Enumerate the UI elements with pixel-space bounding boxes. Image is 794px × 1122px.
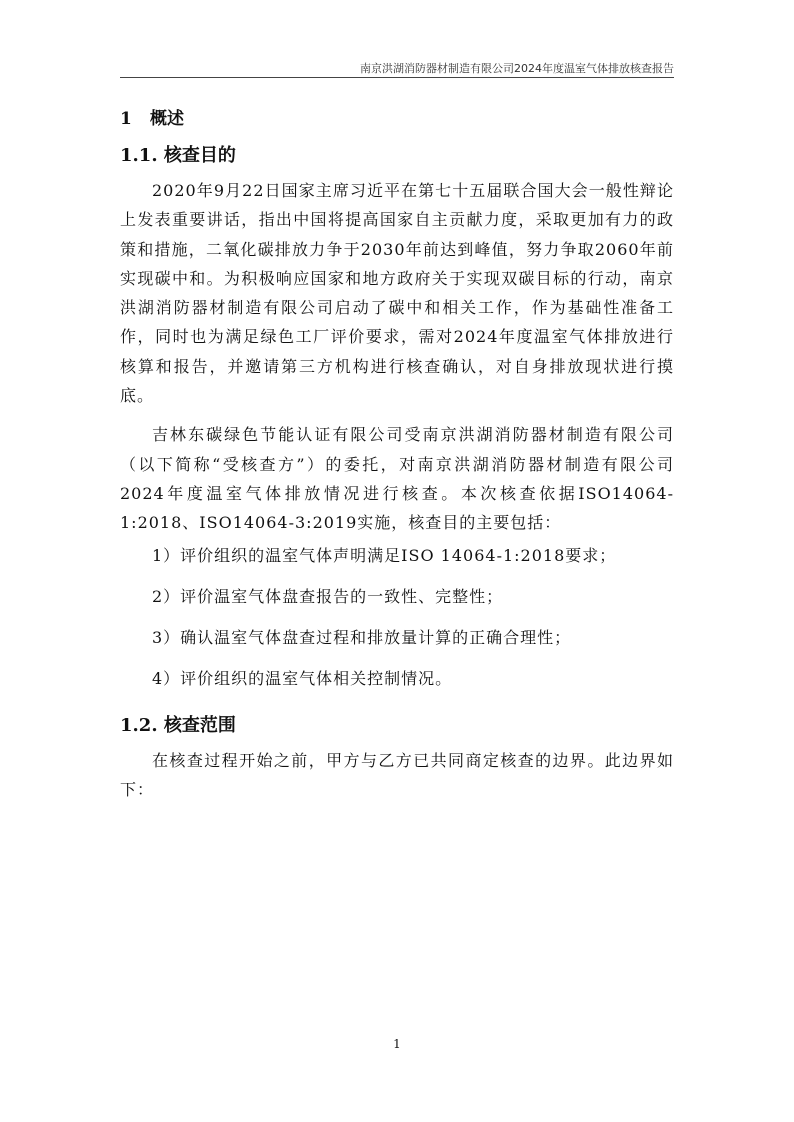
section-1-1-heading: 1.1. 核查目的 [120,145,236,166]
paragraph-commission: 吉林东碳绿色节能认证有限公司受南京洪湖消防器材制造有限公司（以下简称“受核查方”）的委托，对南京洪湖消防器材制造有限公司2024年度温室气体排放情况进行核查。本次核查依据ISO14064-1:2018、ISO14064-3:2019实施，核查目的主要包括： [120,425,674,533]
page-header: 南京洪湖消防器材制造有限公司2024年度温室气体排放核查报告 [360,62,674,75]
paragraph-background: 2020年9月22日国家主席习近平在第七十五届联合国大会一般性辩论上发表重要讲话，指出中国将提高国家自主贡献力度，采取更加有力的政策和措施，二氧化碳排放力争于2030年前达到峰值，努力争取2060年前实现碳中和。为积极响应国家和地方政府关于实现双碳目标的行动，南京洪湖消防器材制造有限公司启动了碳中和相关工作，作为基础性准备工作，同时也为满足绿色工厂评价要求，需对2024年度温室气体排放进行核算和报告，并邀请第三方机构进行核查确认，对自身排放现状进行摸底。 [120,181,674,406]
paragraph-scope: 在核查过程开始之前，甲方与乙方已共同商定核查的边界。此边界如下： [120,750,674,799]
list-item-4: 4）评价组织的温室气体相关控制情况。 [152,668,453,688]
page-number: 1 [393,1037,401,1051]
section-1-2-heading: 1.2. 核查范围 [120,714,236,736]
document-body [120,100,674,812]
section-1-number: 1 [120,109,132,129]
section-1-heading [120,104,674,134]
list-item-1: 1）评价组织的温室气体声明满足ISO 14064-1:2018要求； [152,545,617,565]
section-1-title: 概述 [150,109,184,129]
header-divider [120,77,674,78]
list-item-3: 3）确认温室气体盘查过程和排放量计算的正确合理性； [152,627,572,647]
list-item-2: 2）评价温室气体盘查报告的一致性、完整性； [152,586,504,606]
